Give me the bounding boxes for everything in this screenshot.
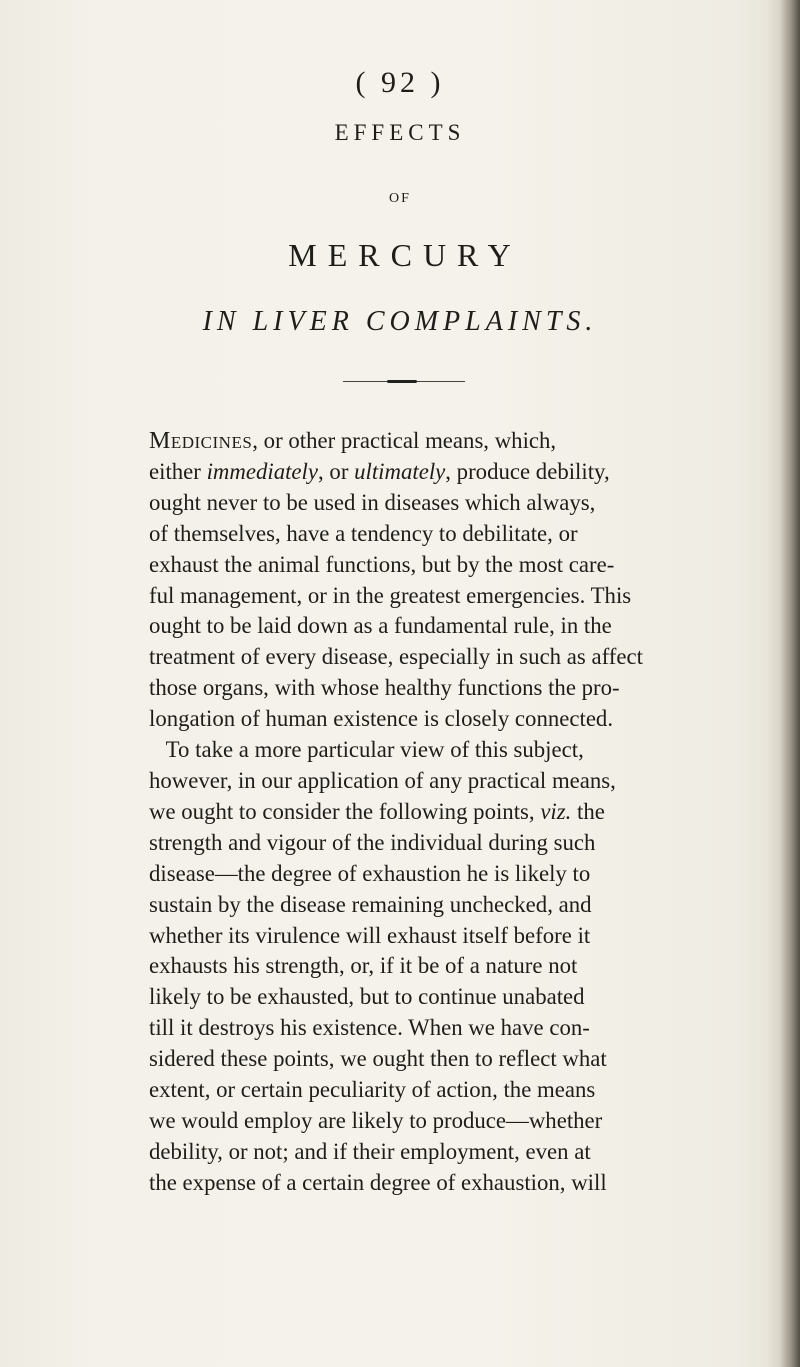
ornamental-rule	[343, 381, 465, 382]
text-line: those organs, with whose healthy functions the pro-	[149, 675, 620, 701]
text-line: treatment of every disease, especially in such as affect	[149, 644, 643, 670]
chapter-title-mercury: MERCURY	[288, 237, 522, 273]
page-number: ( 92 )	[355, 66, 445, 99]
text-line: , or other practical means, which,	[252, 428, 557, 453]
text-line: however, in our application of any practical means,	[149, 767, 616, 793]
text-line: the expense of a certain degree of exhaustion, will	[149, 1169, 607, 1195]
text-line: exhaust the animal functions, but by the most care-	[149, 551, 615, 577]
text-line: ought never to be used in diseases which always,	[149, 489, 596, 515]
text-line: longation of human existence is closely connected.	[149, 706, 614, 732]
text-line: extent, or certain peculiarity of action, the means	[149, 1077, 596, 1103]
text-line: disease—the degree of exhaustion he is likely to	[149, 860, 591, 886]
text-line: To take a more particular view of this subject,	[149, 737, 584, 763]
text-line: either	[149, 458, 207, 484]
text-line: sidered these points, we ought then to reflect what	[149, 1046, 607, 1072]
text-line: sustain by the disease remaining unchecked, and	[149, 891, 592, 917]
text-line: ful management, or in the greatest emergencies. This	[149, 582, 632, 608]
text-line: till it destroys his existence. When we have con-	[149, 1015, 590, 1041]
text-line: we would employ are likely to produce—whether	[149, 1107, 603, 1133]
text-line: of themselves, have a tendency to debilitate, or	[149, 520, 578, 546]
text-line: ought to be laid down as a fundamental rule, in the	[149, 613, 612, 639]
drop-word: Medicines	[149, 428, 253, 454]
text-line: whether its virulence will exhaust itself before it	[149, 922, 591, 948]
italic-word: immediately	[206, 458, 319, 484]
text-line: strength and vigour of the individual during such	[149, 829, 596, 855]
italic-word: viz.	[540, 798, 572, 824]
chapter-subtitle: IN LIVER COMPLAINTS.	[202, 306, 598, 337]
text-line: exhausts his strength, or, if it be of a nature not	[149, 953, 578, 979]
text-line: , produce debility,	[445, 458, 610, 484]
text-line: we ought to consider the following points,	[149, 798, 541, 824]
text-line: the	[571, 798, 605, 824]
text-line: debility, or not; and if their employment, even at	[149, 1138, 591, 1164]
italic-word: ultimately	[354, 458, 446, 484]
text-line: , or	[318, 458, 355, 484]
body-text	[149, 426, 709, 1199]
chapter-title-of: OF	[389, 191, 411, 206]
text-line: likely to be exhausted, but to continue unabated	[149, 984, 585, 1010]
chapter-title-effects: EFFECTS	[334, 120, 466, 145]
